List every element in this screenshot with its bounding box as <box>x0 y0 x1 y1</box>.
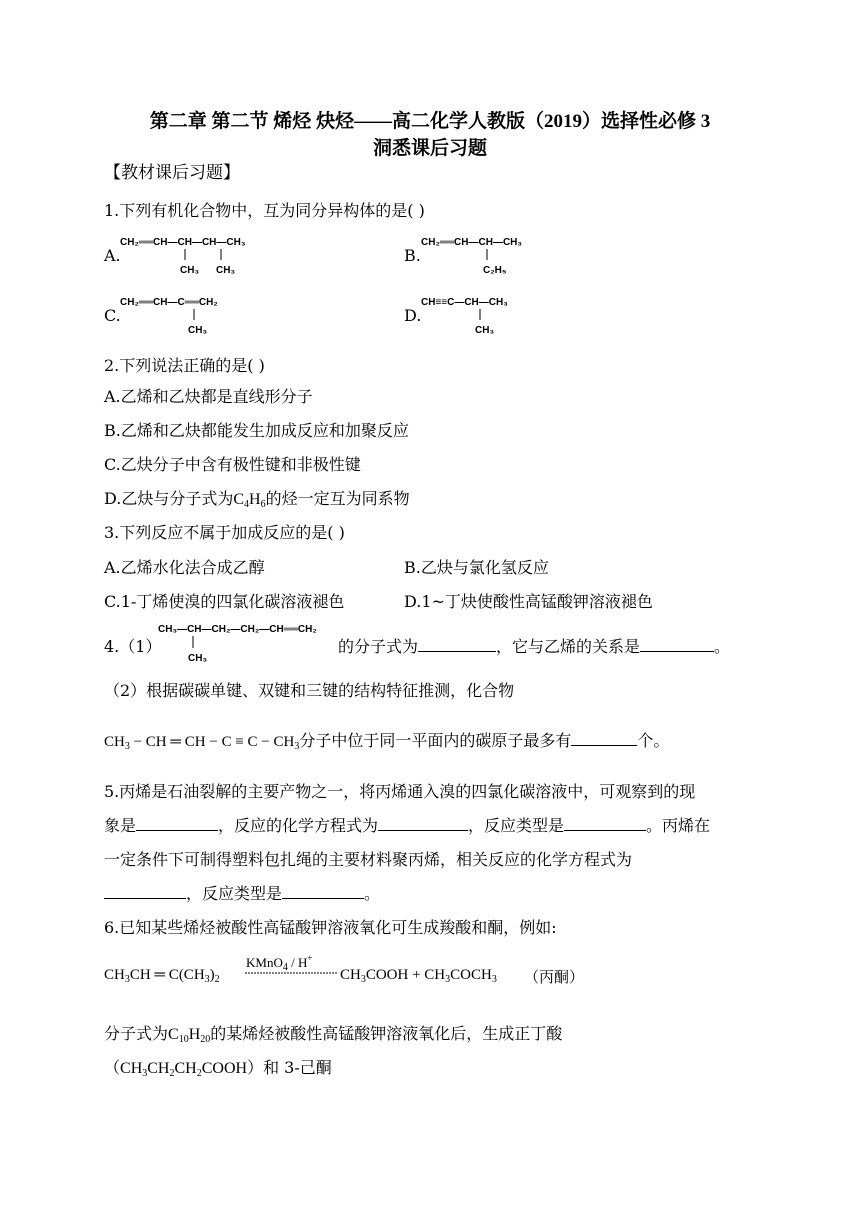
reaction-arrow-icon <box>244 969 340 977</box>
q6-line1: 6.已知某些烯烃被酸性高锰酸钾溶液氧化可生成羧酸和酮，例如: <box>104 918 557 937</box>
q2-d-post: 的烃一定互为同系物 <box>265 489 410 508</box>
q5-line1: 5.丙烯是石油裂解的主要产物之一，将丙烯通入溴的四氯化碳溶液中，可观察到的现 <box>104 782 696 801</box>
q6-l4a: （ <box>104 1058 121 1077</box>
q6-line4 <box>104 1058 332 1079</box>
q6-equation <box>104 955 624 997</box>
q2-option-b: B.乙烯和乙炔都能发生加成反应和加聚反应 <box>104 421 409 440</box>
q1-option-a-label: A. <box>104 246 121 265</box>
formula-c10h20: $C_{10}H_{20}$ <box>168 1026 211 1045</box>
q6-l3b: 的某烯烃被酸性高锰酸钾溶液氧化后，生成正丁酸 <box>210 1024 563 1043</box>
q4-p1c: 。 <box>714 637 731 656</box>
q1-option-d-structure <box>419 294 569 338</box>
q4-part2-formula-line <box>104 731 669 752</box>
q4-p2b: 分子中位于同一平面内的碳原子最多有 <box>299 731 572 750</box>
q4-label: 4.（1） <box>104 637 162 656</box>
q4-p2c: 个。 <box>637 731 670 750</box>
q1-option-a-structure <box>118 234 298 278</box>
answer-blank[interactable] <box>378 816 468 831</box>
q1-a-sub1: CH₃ <box>180 265 200 276</box>
eq-note: （丙酮） <box>524 968 585 986</box>
q5-l4b: 。 <box>364 884 381 903</box>
q1-option-c-structure <box>118 294 278 338</box>
q4-part1 <box>338 637 730 657</box>
q5-l2b: ，反应的化学方程式为 <box>218 816 379 835</box>
q1-c-sub: CH₃ <box>188 325 208 336</box>
q1-option-b-structure <box>419 234 579 278</box>
q3-option-d: D.1~丁炔使酸性高锰酸钾溶液褪色 <box>404 592 653 611</box>
q4-part2: （2）根据碳碳单键、双键和三键的结构特征推测，化合物 <box>104 681 515 700</box>
q2-option-a: A.乙烯和乙炔都是直线形分子 <box>104 387 313 406</box>
q4-main: CH₃—CH—CH₂—CH₂—CH══CH₂ <box>158 624 317 635</box>
q6-l4b: ）和 3-己酮 <box>247 1058 332 1077</box>
answer-blank[interactable] <box>282 884 364 899</box>
q3-stem: 3.下列反应不属于加成反应的是( ) <box>104 523 345 542</box>
section-heading: 【教材课后习题】 <box>104 163 240 183</box>
formula-butanoic-acid: $CH_3CH_2CH_2COOH$ <box>120 1060 248 1079</box>
q4-structure <box>156 621 341 667</box>
q2-option-d <box>104 489 410 510</box>
q5-l2a: 象是 <box>104 816 137 835</box>
q5-line3: 一定条件下可制得塑料包扎绳的主要材料聚丙烯，相关反应的化学方程式为 <box>104 850 633 869</box>
q1-option-d-label: D. <box>404 306 422 325</box>
q6-l3a: 分子式为 <box>104 1024 169 1043</box>
q5-line2 <box>104 816 710 836</box>
q2-stem: 2.下列说法正确的是( ) <box>104 356 265 375</box>
eq-reactant: $CH_3CH$ ═ $C(CH_3)_2$ <box>104 967 220 985</box>
q1-b-sub: C₂H₅ <box>483 265 507 276</box>
eq-reagent: KMnO$_4$ / H+ <box>246 953 313 973</box>
q1-stem: 1.下列有机化合物中，互为同分异构体的是( ) <box>104 201 425 220</box>
formula-enyne: $CH_3$ − CH ═ CH − $C \equiv C - CH_3$ <box>104 734 300 752</box>
page-title: 第二章 第二节 烯烃 炔烃——高二化学人教版（2019）选择性必修 3 <box>149 111 711 132</box>
q2-option-c: C.乙炔分子中含有极性键和非极性键 <box>104 455 361 474</box>
formula-c4h6: $C_4H_6$ <box>233 491 266 510</box>
answer-blank[interactable] <box>564 816 646 831</box>
answer-blank[interactable] <box>136 816 218 831</box>
q5-l4a: ，反应类型是 <box>186 884 283 903</box>
answer-blank[interactable] <box>571 731 637 746</box>
q1-a-main: CH₂══CH—CH—CH—CH₃ <box>120 237 246 248</box>
q5-l2d: 。丙烯在 <box>646 816 711 835</box>
page-title-line2: 洞悉课后习题 <box>372 138 487 159</box>
q5-l2c: ，反应类型是 <box>468 816 565 835</box>
q6-line3 <box>104 1024 562 1045</box>
q5-line4 <box>104 884 380 904</box>
q1-d-main: CH≡≡C—CH—CH₃ <box>421 297 508 308</box>
q3-option-c: C.1-丁烯使溴的四氯化碳溶液褪色 <box>104 592 345 611</box>
q1-option-b-label: B. <box>404 246 421 265</box>
eq-products: $CH_3COOH$ + $CH_3COCH_3$ <box>340 967 497 985</box>
q1-c-main: CH₂══CH—C══CH₂ <box>120 297 218 308</box>
q3-option-b: B.乙炔与氯化氢反应 <box>404 558 549 577</box>
q4-p1a: 的分子式为 <box>338 637 419 656</box>
q1-d-sub: CH₃ <box>475 325 495 336</box>
q4-sub: CH₃ <box>188 653 208 664</box>
answer-blank[interactable] <box>640 637 714 652</box>
q4-p1b: ，它与乙烯的关系是 <box>496 637 641 656</box>
q2-d-pre: D.乙炔与分子式为 <box>104 489 234 508</box>
answer-blank[interactable] <box>104 884 186 899</box>
answer-blank[interactable] <box>418 637 496 652</box>
q3-option-a: A.乙烯水化法合成乙醇 <box>104 558 265 577</box>
q1-b-main: CH₂══CH—CH—CH₃ <box>421 237 523 248</box>
q1-option-c-label: C. <box>104 306 121 325</box>
q1-a-sub2: CH₃ <box>216 265 236 276</box>
